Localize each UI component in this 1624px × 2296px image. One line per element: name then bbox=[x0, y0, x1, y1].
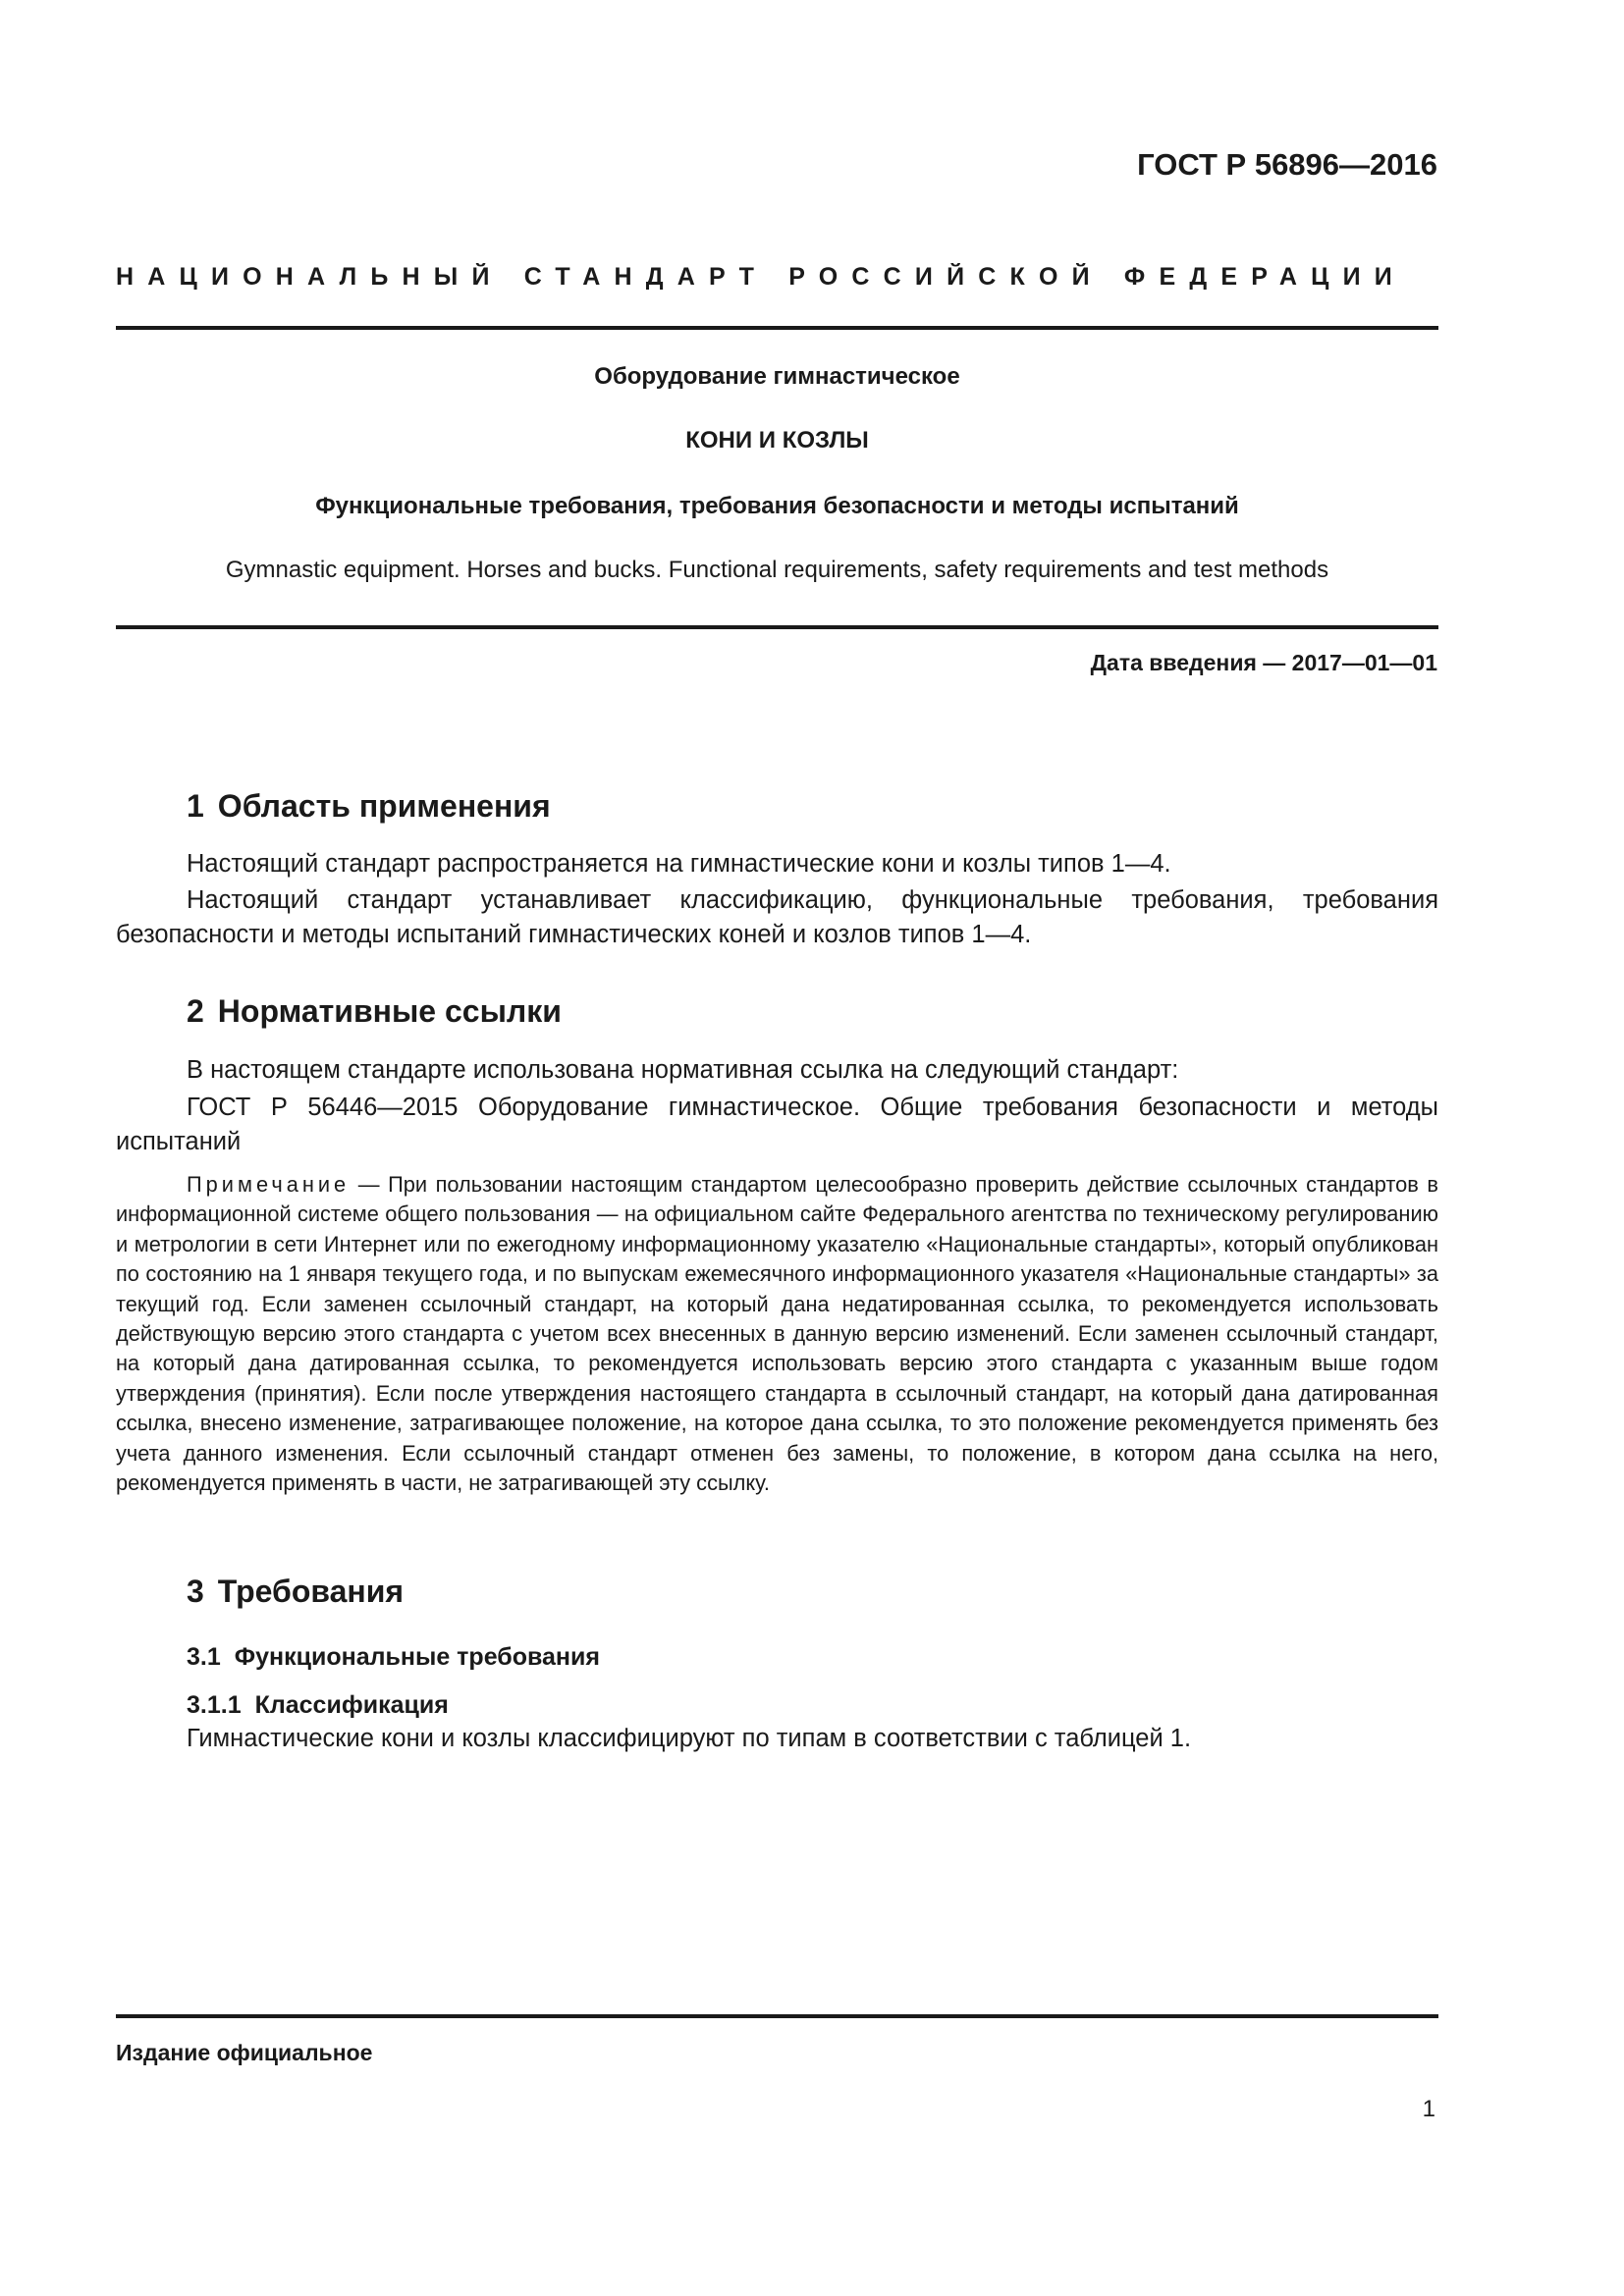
subsection-title: Функциональные требования bbox=[234, 1643, 600, 1671]
section-number: 3 bbox=[187, 1574, 204, 1609]
section-2-paragraph-2: ГОСТ Р 56446—2015 Оборудование гимнастическое. Общие требования безопасности и методы испытаний bbox=[116, 1094, 1438, 1155]
section-title: Нормативные ссылки bbox=[217, 993, 562, 1029]
gost-code: ГОСТ Р 56896—2016 bbox=[1137, 147, 1437, 182]
title-line-1: Оборудование гимнастическое bbox=[594, 363, 960, 390]
title-english: Gymnastic equipment. Horses and bucks. Functional requirements, safety requirements and test methods bbox=[225, 557, 1329, 583]
title-line-2: КОНИ И КОЗЛЫ bbox=[685, 427, 869, 454]
subsection-3-1-1-heading bbox=[187, 1691, 449, 1720]
subsection-title: Классификация bbox=[254, 1691, 449, 1719]
section-1-heading bbox=[187, 788, 551, 825]
subsection-number: 3.1 bbox=[187, 1643, 221, 1671]
title-line-3: Функциональные требования, требования безопасности и методы испытаний bbox=[315, 493, 1239, 519]
note-text: — При пользовании настоящим стандартом целесообразно проверить действие ссылочных стандартов в информационной системе общего пользования — на официальном сайте Федерального агентства по техническому регулированию и метрологии в сети Интернет или по ежегодному информационному указателю «Национальные стандарты», который опубликован по состоянию на 1 января текущего года, и по выпускам ежемесячного информационного указателя «Национальные стандарты» за текущий год. Если заменен ссылочный стандарт, на который дана недатированная ссылка, то рекомендуется использовать действующую версию этого стандарта с учетом всех внесенных в данную версию изменений. Если заменен ссылочный стандарт, на который дана датированная ссылка, то рекомендуется использовать версию этого стандарта с указанным выше годом утверждения (принятия). Если после утверждения настоящего стандарта в ссылочный стандарт, на который дана датированная ссылка, внесено изменение, затрагивающее положение, на которое дана ссылка, то это положение рекомендуется применять без учета данного изменения. Если ссылочный стандарт отменен без замены, то положение, в котором дана ссылка на него, рекомендуется применять в части, не затрагивающей эту ссылку. bbox=[116, 1172, 1438, 1496]
section-title: Область применения bbox=[217, 788, 551, 824]
footer-divider bbox=[116, 2014, 1438, 2018]
top-divider bbox=[116, 326, 1438, 330]
section-2-heading bbox=[187, 993, 562, 1030]
note-label: Примечание bbox=[187, 1172, 351, 1197]
page-number: 1 bbox=[1422, 2096, 1435, 2122]
section-3-heading bbox=[187, 1574, 404, 1610]
intro-date: Дата введения — 2017—01—01 bbox=[1090, 650, 1437, 675]
section-1-paragraph-2: Настоящий стандарт устанавливает классификацию, функциональные требования, требования безопасности и методы испытаний гимнастических коней и козлов типов 1—4. bbox=[116, 886, 1438, 948]
section-number: 1 bbox=[187, 788, 204, 824]
section-2-paragraph-1: В настоящем стандарте использована нормативная ссылка на следующий стандарт: bbox=[187, 1056, 1179, 1084]
section-3-paragraph-1: Гимнастические кони и козлы классифицируют по типам в соответствии с таблицей 1. bbox=[187, 1725, 1192, 1752]
section-1-paragraph-1: Настоящий стандарт распространяется на гимнастические кони и козлы типов 1—4. bbox=[187, 850, 1171, 878]
national-standard-heading: НАЦИОНАЛЬНЫЙ СТАНДАРТ РОССИЙСКОЙ ФЕДЕРАЦИИ bbox=[116, 263, 1406, 291]
subsection-3-1-heading bbox=[187, 1643, 600, 1672]
title-divider bbox=[116, 625, 1438, 629]
section-title: Требования bbox=[217, 1574, 405, 1609]
subsection-number: 3.1.1 bbox=[187, 1691, 242, 1719]
edition-label: Издание официальное bbox=[116, 2040, 373, 2065]
section-number: 2 bbox=[187, 993, 204, 1029]
section-2-note bbox=[116, 1170, 1438, 1498]
